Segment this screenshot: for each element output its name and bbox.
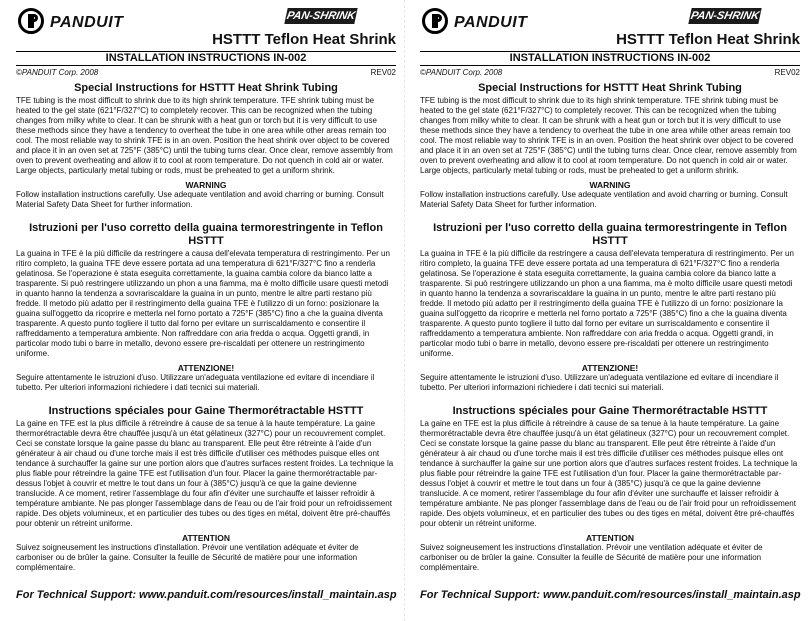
document-title: HSTTT Teflon Heat Shrink [616,31,800,48]
section-title: Istruzioni per l'uso corretto della guaina termorestringente in Teflon HSTTT [29,222,383,247]
section-body: La guaina in TFE è la più difficile da restringere a causa dell'elevata temperatura di restringimento. Per un ritiro completo, la guaina TFE deve essere portata ad una temperatura di 621°F/327°C fino a renderla gelatinosa. Se l'operazione è stata eseguita correttamente, la guaina cambia colore da bianco latte a trasparente. Si può restringere utilizzando un phon a una fiamma, ma è molto difficile usare questi metodi in quanto hanno la tendenza a sovrariscaldare la guaina in un punto, mentre le altre parti restano più fredde. Il metodo più adatto per il restringimento della guaina TFE è l'utilizzo di un forno: posizionare la guaina sull'oggetto da ricoprire e metterla nel forno portato a 725°F (385°C) fino a che la guaina diventa trasparente. A questo punto togliere il tutto dal forno per evitare un surriscaldamento e consentire il raffreddamento a temperatura ambiente. Non raffreddare con aria fredda o acqua. Oggetti grandi, in particolar modo tubi o barre in metallo, devono essere pre-riscaldati per ottenere un restringimento uniforme. [420,249,794,358]
section-body: La guaina in TFE è la più difficile da restringere a causa dell'elevata temperatura di restringimento. Per un ritiro completo, la guaina TFE deve essere portata ad una temperatura di 621°F/327°C fino a renderla gelatinosa. Se l'operazione è stata eseguita correttamente, la guaina cambia colore da bianco latte a trasparente. Si può restringere utilizzando un phon a una fiamma, ma è molto difficile usare questi metodi in quanto hanno la tendenza a sovrariscaldare la guaina in un punto, mentre le altre parti restano più fredde. Il metodo più adatto per il restringimento della guaina TFE è l'utilizzo di un forno: posizionare la guaina sull'oggetto da ricoprire e metterla nel forno portato a 725°F (385°C) fino a che la guaina diventa trasparente. A questo punto togliere il tutto dal forno per evitare un surriscaldamento e consentire il raffreddamento a temperatura ambiente. Non raffreddare con aria fredda o acqua. Oggetti grandi, in particolar modo tubi o barre in metallo, devono essere pre-riscaldati per ottenere un restringimento uniforme. [16,249,390,358]
warning-title: ATTENTION [181,533,230,543]
product-badge: PAN-SHRINK [285,10,357,22]
section-body: La gaine en TFE est la plus difficile à rétreindre à cause de sa tenue à la haute température. La gaine thermorétractable devra être chauffée jusqu'à un état gélatineux (327°C) pour un recouvrement complet. Ceci se constate lorsque la gaine passe du blanc au transparent. Elle peut être rétreinte à l'aide d'un générateur à air chaud ou d'une torche mais il est très difficile d'utiliser ces méthodes puisque elles ont tendance à surchauffer la gaine sur une portion alors que d'autres surfaces restent froides. La technique la plus fiable pour rétreindre la gaine TFE est l'utilisation d'un four. Placer la gaine thermorétractable par-dessus l'objet à couvrir et mettre le tout dans un four à (385°C) jusqu'à ce que la gaine devienne translucide. A ce moment, retirer l'assemblage du four afin d'éviter une surchauffe et laisser refroidir à température ambiante. Ne pas plonger l'assemblage dans de l'eau ou de l'air froid pour un refroidissement rapide. Des objets volumineux, et en particulier des tubes ou des tiges en métal, doivent être pré-chauffés pour obtenir un rétreint uniforme. [420,419,798,528]
copyright: ©PANDUIT Corp. 2008 [420,68,503,77]
panduit-logo-icon [18,8,44,34]
warning-title: WARNING [589,180,631,190]
warning-title: ATTENZIONE! [581,363,639,373]
warning-body: Suivez soigneusement les instructions d'installation. Prévoir une ventilation adéquate et éviter de carboniser ou de brûler la gaine. Consulter la feuille de Sécurité de matière pour une information complémentaire. [16,543,359,572]
brand-logo [420,8,532,38]
brand-name: PANDUIT [50,14,124,31]
section-title: Instructions spéciales pour Gaine Thermorétractable HSTTT [452,405,768,417]
section-body: TFE tubing is the most difficult to shrink due to its high shrink temperature. TFE shrink tubing must be heated to the gel state (621°F/327°C) to completely recover. This can be recognized when the tubing changes from milky white to clear. It can be shrunk with a heat gun or torch but it is very difficult to use these methods since they have a tendency to overheat the tube in one area while other areas remain too cool. The most reliable way to shrink TFE is in an oven. Position the heat shrink over object to be covered and place it in an oven set at 725°F (385°C) until the tubing turns clear. Once clear, remove assembly from oven to prevent overheating and allow it to cool at room temperature. Do not quench in cold air or water. Large objects, particularly metal tubing or rods, must be preheated to get a uniform shrink. [16,96,393,175]
page-divider [404,0,405,621]
technical-support-footer: For Technical Support: www.panduit.com/resources/install_maintain.asp [420,589,801,601]
section-title: Instructions spéciales pour Gaine Thermorétractable HSTTT [48,405,364,417]
instructions-header: INSTALLATION INSTRUCTIONS IN-002 [105,52,307,64]
section-title: Istruzioni per l'uso corretto della guaina termorestringente in Teflon HSTTT [433,222,787,247]
instructions-header: INSTALLATION INSTRUCTIONS IN-002 [509,52,711,64]
content [16,82,396,573]
warning-title: ATTENZIONE! [177,363,235,373]
section-italian [16,222,396,393]
warning-body: Follow installation instructions carefully. Use adequate ventilation and avoid charring or burning. Consult Material Safety Data Sheet for further information. [16,190,384,209]
copyright: ©PANDUIT Corp. 2008 [16,68,99,77]
header-rule-bottom [420,65,800,66]
warning-title: ATTENTION [585,533,634,543]
instruction-sheet-right [420,0,800,621]
section-body: La gaine en TFE est la plus difficile à rétreindre à cause de sa tenue à la haute température. La gaine thermorétractable devra être chauffée jusqu'à un état gélatineux (327°C) pour un recouvrement complet. Ceci se constate lorsque la gaine passe du blanc au transparent. Elle peut être rétreinte à l'aide d'un générateur à air chaud ou d'une torche mais il est très difficile d'utiliser ces méthodes puisque elles ont tendance à surchauffer la gaine sur une portion alors que d'autres surfaces restent froides. La technique la plus fiable pour rétreindre la gaine TFE est l'utilisation d'un four. Placer la gaine thermorétractable par-dessus l'objet à couvrir et mettre le tout dans un four à (385°C) jusqu'à ce que la gaine devienne translucide. A ce moment, retirer l'assemblage du four afin d'éviter une surchauffe et laisser refroidir à température ambiante. Ne pas plonger l'assemblage dans de l'eau ou de l'air froid pour un refroidissement rapide. Des objets volumineux, et en particulier des tubes ou des tiges en métal, doivent être pré-chauffés pour obtenir un rétreint uniforme. [16,419,394,528]
document-title: HSTTT Teflon Heat Shrink [212,31,396,48]
instruction-sheet-left [16,0,396,621]
product-badge: PAN-SHRINK [689,10,761,22]
panduit-logo-icon [422,8,448,34]
brand-name: PANDUIT [454,14,528,31]
section-french [420,405,800,573]
section-italian [420,222,800,393]
section-english [16,82,396,210]
section-title: Special Instructions for HSTTT Heat Shrink Tubing [478,82,742,94]
warning-body: Seguire attentamente le istruzioni d'uso. Utilizzare un'adeguata ventilazione ed evitare di incendiare il tubetto. Per ulteriori informazioni richiedere i dati tecnici sui materiali. [420,373,779,392]
revision: REV02 [774,68,800,77]
technical-support-footer: For Technical Support: www.panduit.com/resources/install_maintain.asp [16,589,397,601]
brand-logo [16,8,128,38]
section-french [16,405,396,573]
content [420,82,800,573]
revision: REV02 [370,68,396,77]
warning-body: Follow installation instructions carefully. Use adequate ventilation and avoid charring or burning. Consult Material Safety Data Sheet for further information. [420,190,788,209]
warning-body: Suivez soigneusement les instructions d'installation. Prévoir une ventilation adéquate et éviter de carboniser ou de brûler la gaine. Consulter la feuille de Sécurité de matière pour une information complémentaire. [420,543,763,572]
section-title: Special Instructions for HSTTT Heat Shrink Tubing [74,82,338,94]
header-rule-bottom [16,65,396,66]
section-body: TFE tubing is the most difficult to shrink due to its high shrink temperature. TFE shrink tubing must be heated to the gel state (621°F/327°C) to completely recover. This can be recognized when the tubing changes from milky white to clear. It can be shrunk with a heat gun or torch but it is very difficult to use these methods since they have a tendency to overheat the tube in one area while other areas remain too cool. The most reliable way to shrink TFE is in an oven. Position the heat shrink over object to be covered and place it in an oven set at 725°F (385°C) until the tubing turns clear. Once clear, remove assembly from oven to prevent overheating and allow it to cool at room temperature. Do not quench in cold air or water. Large objects, particularly metal tubing or rods, must be preheated to get a uniform shrink. [420,96,797,175]
section-english [420,82,800,210]
warning-body: Seguire attentamente le istruzioni d'uso. Utilizzare un'adeguata ventilazione ed evitare di incendiare il tubetto. Per ulteriori informazioni richiedere i dati tecnici sui materiali. [16,373,375,392]
warning-title: WARNING [185,180,227,190]
